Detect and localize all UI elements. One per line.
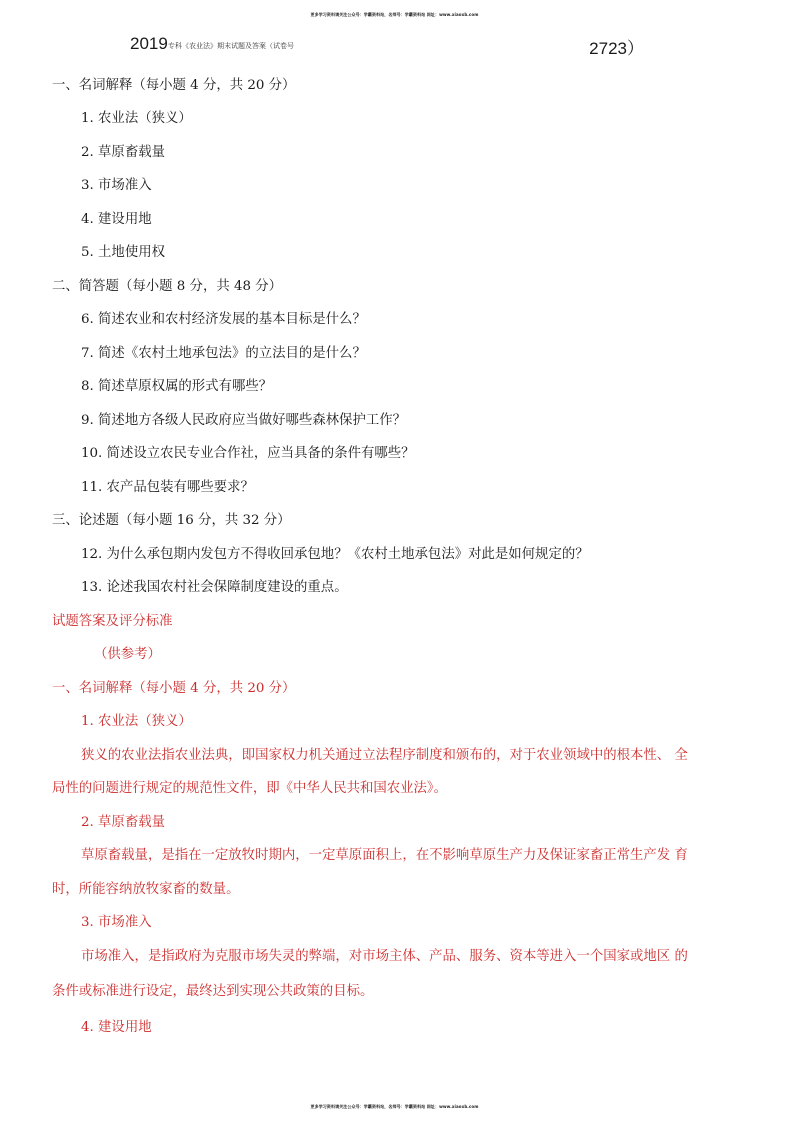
section-heading-short-answer: 二、简答题（每小题 8 分，共 48 分） (52, 279, 283, 294)
answers-section-heading: 一、名词解释（每小题 4 分，共 20 分） (52, 681, 296, 696)
header-exam-code: 2723） (589, 39, 644, 58)
answer-paragraph-line: 条件或标准进行设定，最终达到实现公共政策的目标。 (52, 984, 374, 999)
header-watermark-text: 更多学习资料请关注公众号：学霸资料站，名师号：学霸资料站 网址：www.xiaoxb.com (310, 12, 479, 17)
question-item: 8. 简述草原权属的形式有哪些？ (81, 379, 273, 394)
answer-paragraph-line: 狭义的农业法指农业法典，即国家权力机关通过立法程序制度和颁布的，对于农业领域中的根本性、 全 (81, 748, 688, 763)
question-item: 10. 简述设立农民专业合作社，应当具备的条件有哪些？ (81, 446, 415, 461)
answer-heading: 3. 市场准入 (81, 915, 152, 930)
question-item: 13. 论述我国农村社会保障制度建设的重点。 (81, 580, 348, 595)
question-item: 6. 简述农业和农村经济发展的基本目标是什么？ (81, 312, 366, 327)
question-item: 2. 草原畜载量 (81, 145, 165, 160)
question-item: 1. 农业法（狭义） (81, 111, 192, 126)
document-header (130, 34, 650, 58)
question-item: 7. 简述《农村土地承包法》的立法目的是什么？ (81, 346, 366, 361)
question-item: 9. 简述地方各级人民政府应当做好哪些森林保护工作？ (81, 413, 407, 428)
question-item: 5. 土地使用权 (81, 245, 165, 260)
section-heading-definitions: 一、名词解释（每小题 4 分，共 20 分） (52, 78, 296, 93)
answer-paragraph-line: 局性的问题进行规定的规范性文件，即《中华人民共和国农业法》。 (52, 781, 448, 796)
question-item: 4. 建设用地 (81, 212, 152, 227)
section-heading-essay: 三、论述题（每小题 16 分，共 32 分） (52, 513, 291, 528)
answers-title: 试题答案及评分标准 (52, 614, 173, 629)
answer-paragraph-line: 市场准入，是指政府为克服市场失灵的弊端，对市场主体、产品、服务、资本等进入一个国家或地区 的 (81, 949, 688, 964)
header-year: 2019 (130, 34, 168, 53)
question-item: 12. 为什么承包期内发包方不得收回承包地？《农村土地承包法》对此是如何规定的？ (81, 547, 589, 562)
answer-heading: 4. 建设用地 (81, 1020, 152, 1035)
answer-paragraph-line: 时，所能容纳放牧家畜的数量。 (52, 882, 240, 897)
question-item: 3. 市场准入 (81, 178, 152, 193)
header-subtitle: 专科《农业法》期末试题及答案（试卷号 (168, 42, 294, 50)
answers-reference-note: （供参考） (94, 647, 161, 662)
answer-paragraph-line: 草原畜载量，是指在一定放牧时期内，一定草原面积上，在不影响草原生产力及保证家畜正常生产发 育 (81, 848, 688, 863)
answer-heading: 2. 草原畜载量 (81, 815, 165, 830)
answer-heading: 1. 农业法（狭义） (81, 714, 192, 729)
footer-watermark-text: 更多学习资料请关注公众号：学霸资料站，名师号：学霸资料站 网址：www.xiaoxb.com (310, 1104, 479, 1109)
question-item: 11. 农产品包装有哪些要求？ (81, 480, 254, 495)
